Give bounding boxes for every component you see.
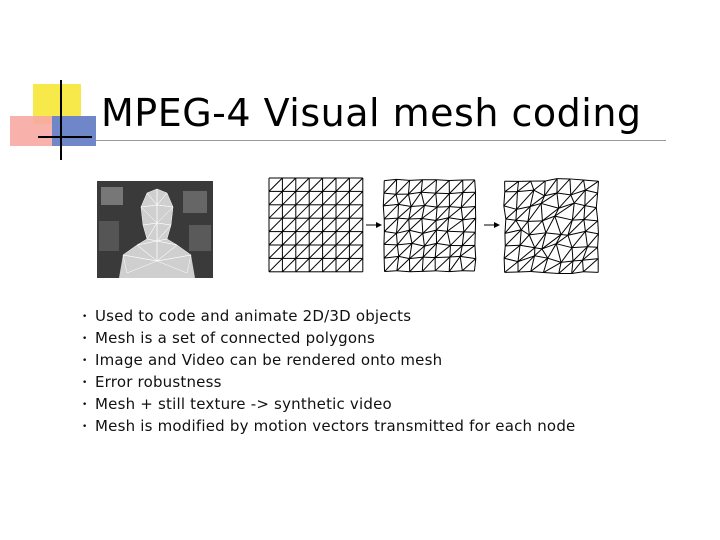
- ornament-blue-square: [52, 116, 96, 146]
- bullet-list: [82, 306, 575, 438]
- bullet-icon: •: [82, 312, 88, 322]
- title-underline: [96, 140, 666, 141]
- bullet-icon: •: [82, 356, 88, 366]
- ornament-pink-square: [10, 116, 54, 146]
- bullet-item: • Mesh is modified by motion vectors transmitted for each node: [82, 416, 575, 438]
- bullet-item: • Image and Video can be rendered onto mesh: [82, 350, 575, 372]
- bullet-icon: •: [82, 422, 88, 432]
- ornament-horizontal-line: [38, 136, 92, 138]
- bullet-item: • Mesh is a set of connected polygons: [82, 328, 575, 350]
- bullet-item: • Error robustness: [82, 372, 575, 394]
- bullet-icon: •: [82, 334, 88, 344]
- bullet-icon: •: [82, 400, 88, 410]
- deformed-mesh-grid: [378, 176, 482, 276]
- bullet-item: • Used to code and animate 2D/3D objects: [82, 306, 575, 328]
- distorted-mesh-grid: [497, 176, 607, 280]
- regular-mesh-grid: [267, 176, 365, 274]
- slide-title: MPEG-4 Visual mesh coding: [101, 91, 642, 135]
- face-mesh-photo: [97, 181, 213, 278]
- ornament-vertical-line: [60, 80, 62, 160]
- bullet-icon: •: [82, 378, 88, 388]
- bullet-item: • Mesh + still texture -> synthetic video: [82, 394, 575, 416]
